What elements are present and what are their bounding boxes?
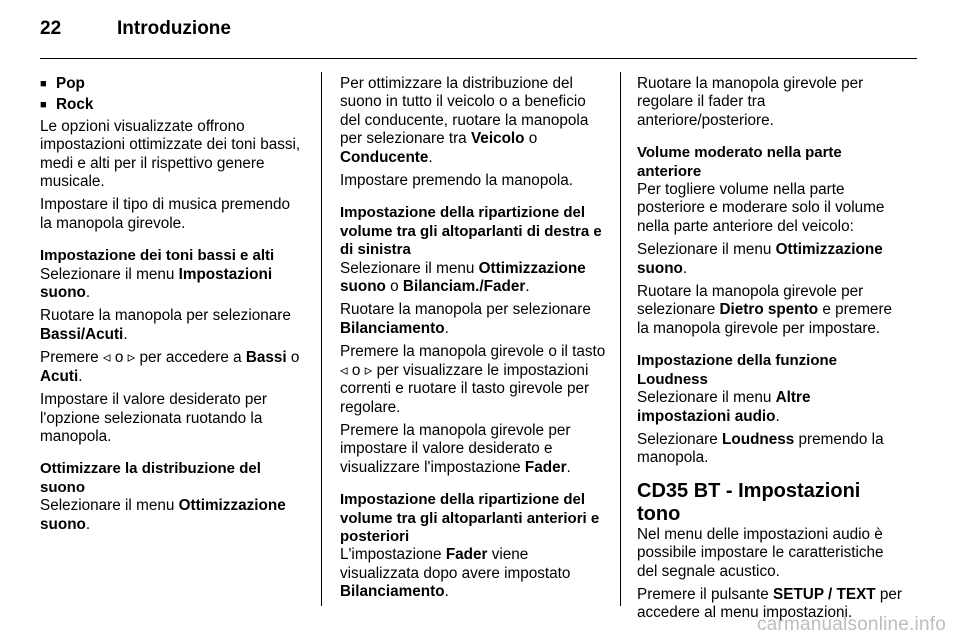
paragraph: Ruotare la manopola girevole per regolare il fader tra anteriore/posteriore. [637, 75, 864, 129]
list-item-label: Rock [56, 96, 94, 114]
paragraph: Premere la manopola girevole per impostare il valore desiderato e visualizzare l'impostazione Fader. [340, 421, 571, 476]
column-2 [340, 75, 606, 607]
paragraph: Selezionare il menu Altre impostazioni audio. [637, 389, 811, 425]
paragraph: Selezionare il menu Ottimizzazione suono. [40, 497, 286, 533]
section-heading: Impostazione della ripartizione del volume tra gli altoparlanti di destra e di sinistra [340, 204, 602, 259]
paragraph: Premere ◃ o ▹ per accedere a Bassi o Acuti. [40, 349, 300, 385]
paragraph: Ruotare la manopola per selezionare Bassi/Acuti. [40, 307, 291, 343]
column-1 [40, 75, 306, 539]
list-item-label: Pop [56, 75, 85, 92]
paragraph: Premere la manopola girevole o il tasto ◃ o ▹ per visualizzare le impostazioni correnti e ruotare il tasto girevole per regolare. [340, 343, 606, 416]
triangle-left-icon: ◃ [340, 361, 348, 379]
paragraph: Per ottimizzare la distribuzione del suono in tutto il veicolo o a beneficio del conducente, ruotare la manopola per selezionare tra Veicolo o Conducente. [340, 75, 589, 166]
section-heading: Impostazione della ripartizione del volume tra gli altoparlanti anteriori e posteriori [340, 491, 600, 545]
section-heading: Impostazione dei toni bassi e alti [40, 247, 275, 265]
triangle-right-icon: ▹ [364, 361, 373, 379]
paragraph: Impostare premendo la manopola. [340, 172, 573, 190]
paragraph: Selezionare il menu Impostazioni suono. [40, 265, 273, 302]
chapter-heading: CD35 BT - Impostazioni tono [637, 479, 861, 525]
column-divider-2 [620, 72, 621, 606]
page-title: Introduzione [117, 18, 231, 39]
section-heading: Volume moderato nella parte anteriore [637, 144, 842, 180]
paragraph: Selezionare il menu Ottimizzazione suono. [637, 241, 883, 277]
list-item [40, 75, 306, 93]
column-3 [637, 75, 905, 628]
list-item [40, 96, 306, 114]
section-heading: Ottimizzare la distribuzione del suono [40, 460, 261, 496]
triangle-right-icon: ▹ [127, 349, 136, 367]
paragraph: Nel menu delle impostazioni audio è possibile impostare le caratteristiche del segnale acustico. [637, 525, 884, 580]
paragraph: Ruotare la manopola girevole per selezionare Dietro spento e premere la manopola girevole per impostare. [637, 283, 893, 337]
paragraph: Selezionare il menu Ottimizzazione suono o Bilanciam./Fader. [340, 259, 586, 296]
paragraph: Selezionare Loudness premendo la manopola. [637, 430, 884, 467]
paragraph: Impostare il valore desiderato per l'opzione selezionata ruotando la manopola. [40, 391, 268, 445]
column-divider-1 [321, 72, 322, 606]
header-rule [40, 58, 917, 59]
paragraph: Le opzioni visualizzate offrono impostazioni ottimizzate dei toni bassi, medi e alti per il rispettivo genere musicale. [40, 117, 301, 191]
page-number: 22 [40, 18, 62, 39]
paragraph: Premere il pulsante SETUP / TEXT per accedere al menu impostazioni. [637, 585, 902, 622]
paragraph: L'impostazione Fader viene visualizzata dopo avere impostato Bilanciamento. [340, 546, 571, 601]
triangle-left-icon: ◃ [102, 349, 111, 367]
watermark-link[interactable]: carmanualsonline.info [756, 614, 946, 635]
bullet-icon: ■ [40, 99, 47, 112]
section-heading: Impostazione della funzione Loudness [637, 352, 838, 388]
paragraph: Per togliere volume nella parte posteriore e moderare solo il volume nella parte anteriore del veicolo: [637, 181, 885, 235]
paragraph: Ruotare la manopola per selezionare Bilanciamento. [340, 301, 591, 337]
paragraph: Impostare il tipo di musica premendo la manopola girevole. [40, 196, 290, 232]
bullet-icon: ■ [40, 78, 47, 90]
